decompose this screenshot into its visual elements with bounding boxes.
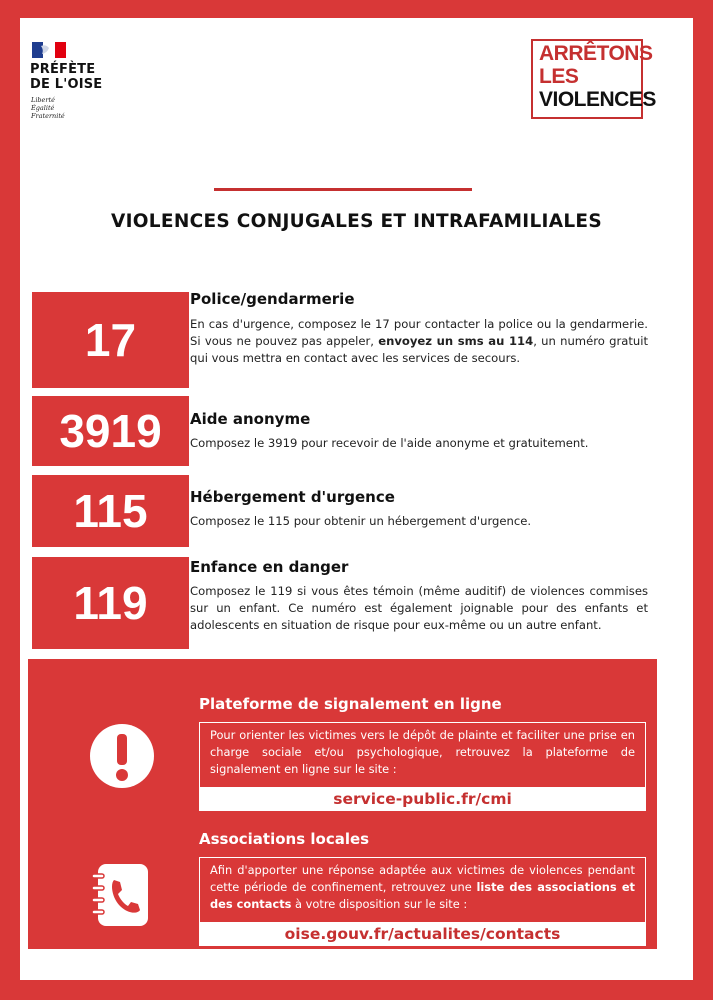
associations-desc-box: Afin d'apporter une réponse adaptée aux victimes de violences pendant cette période de confinement, retrouvez une liste des associations et des contacts à votre disposition sur le site :: [199, 857, 646, 945]
republic-motto: Liberté Égalité Fraternité: [31, 96, 65, 120]
number-box-3919: 3919: [32, 396, 189, 466]
platform-title: Plateforme de signalement en ligne: [199, 695, 502, 713]
number-box-17: 17: [32, 292, 189, 388]
number-box-119: 119: [32, 557, 189, 649]
marianne-flag-icon: [32, 42, 66, 58]
phone-book-icon: [92, 862, 152, 928]
service-desc-anonymous: Composez le 3919 pour recevoir de l'aide anonyme et gratuitement.: [190, 436, 589, 450]
campaign-logo: ARRÊTONS LES VIOLENCES: [531, 39, 643, 119]
page-title: VIOLENCES CONJUGALES ET INTRAFAMILIALES: [110, 211, 602, 232]
prefecture-name: PRÉFÈTE DE L'OISE: [30, 62, 103, 92]
associations-title: Associations locales: [199, 830, 370, 848]
service-title-police: Police/gendarmerie: [190, 290, 355, 308]
service-desc-police: En cas d'urgence, composez le 17 pour contacter la police ou la gendarmerie. Si vous ne pouvez pas appeler, envoyez un sms au 114, un numéro gratuit qui vous mettra en contact avec les services de secours.: [190, 317, 649, 365]
exclamation-icon: [90, 724, 154, 788]
service-desc-housing: Composez le 115 pour obtenir un hébergement d'urgence.: [190, 514, 532, 528]
platform-desc-box: Pour orienter les victimes vers le dépôt de plainte et faciliter une prise en charge sociale et/ou psychologique, retrouvez la plateforme de signalement en ligne sur le site :: [199, 722, 646, 810]
service-title-anonymous: Aide anonyme: [190, 410, 311, 428]
number-box-115: 115: [32, 475, 189, 547]
associations-url-link[interactable]: oise.gouv.fr/actualites/contacts: [199, 922, 646, 946]
service-desc-children: Composez le 119 si vous êtes témoin (même auditif) de violences commises sur un enfant. Ce numéro est également joignable pour des enfants et adolescents en situation de risque pour eux-même ou un autre enfant.: [190, 584, 648, 632]
platform-url-link[interactable]: service-public.fr/cmi: [199, 787, 646, 811]
title-divider: [214, 188, 472, 191]
service-title-housing: Hébergement d'urgence: [190, 488, 395, 506]
service-title-children: Enfance en danger: [190, 558, 349, 576]
